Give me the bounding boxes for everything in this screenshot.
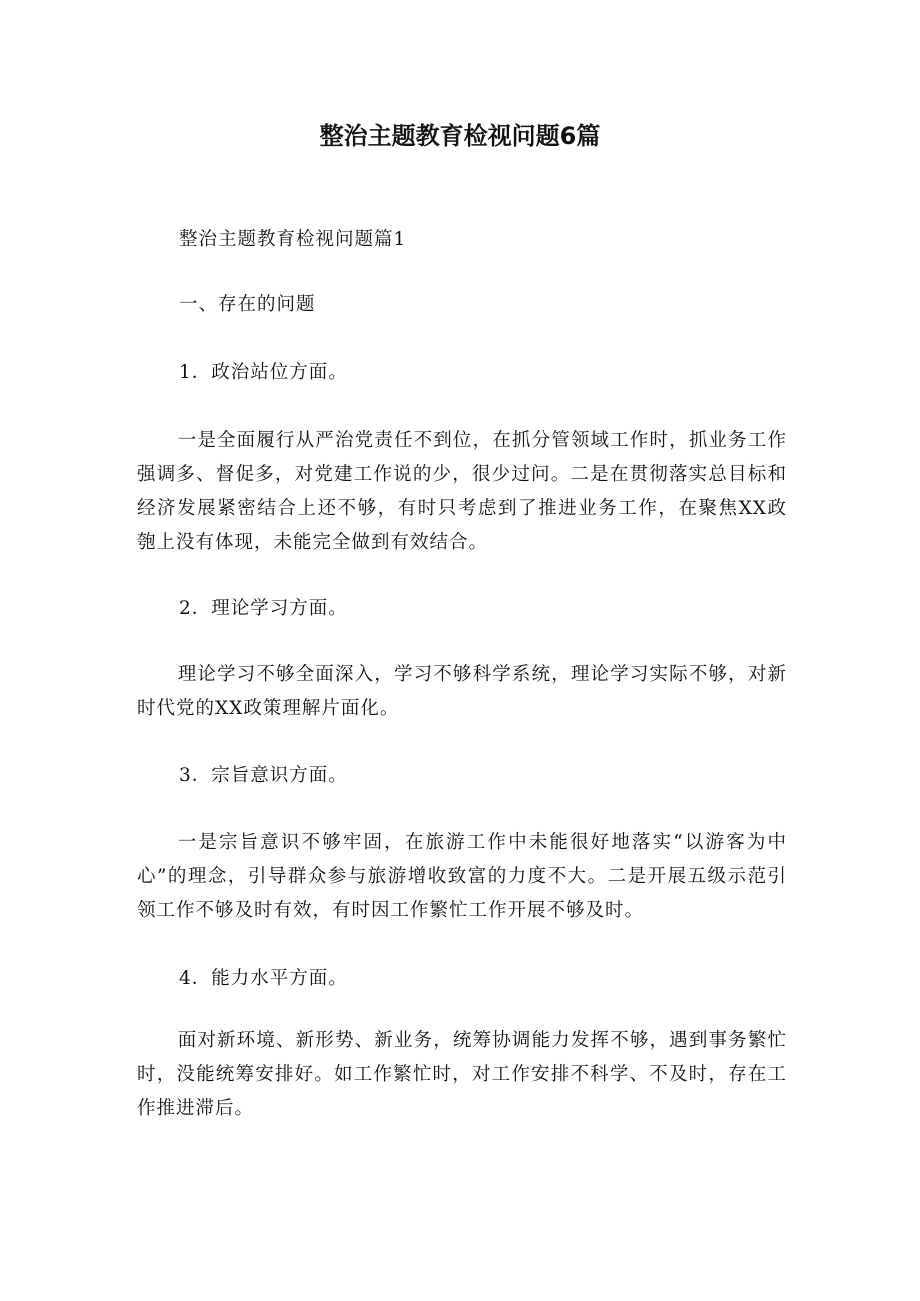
item-body-purpose-awareness: 一是宗旨意识不够牢固，在旅游工作中未能很好地落实“以游客为中心”的理念，引导群众参与旅游增收致富的力度不大。二是开展五级示范引领工作不够及时有效，有时因工作繁忙工作开展不够及时。	[137, 832, 787, 921]
document-title: 整治主题教育检视问题6篇	[319, 122, 601, 150]
item-body-theory-study: 理论学习不够全面深入，学习不够科学系统，理论学习实际不够，对新时代党的XX政策理解片面化。	[137, 664, 787, 719]
section-title: 整治主题教育检视问题篇1	[179, 229, 407, 250]
item-body-ability-level: 面对新环境、新形势、新业务，统筹协调能力发挥不够，遇到事务繁忙时，没能统筹安排好。如工作繁忙时，对工作安排不科学、不及时，存在工作推进滞后。	[137, 1030, 787, 1119]
item-heading-theory-study: 2．理论学习方面。	[179, 598, 348, 619]
item-heading-political-stance: 1．政治站位方面。	[179, 362, 348, 383]
item-body-political-stance: 一是全面履行从严治党责任不到位，在抓分管领域工作时，抓业务工作强调多、督促多，对党建工作说的少，很少过问。二是在贯彻落实总目标和经济发展紧密结合上还不够，有时只考虑到了推进业务工作，在聚焦XX政匏上没有体现，未能完全做到有效结合。	[137, 430, 787, 553]
part-heading: 一、存在的问题	[179, 294, 316, 315]
item-heading-purpose-awareness: 3．宗旨意识方面。	[179, 765, 348, 786]
item-heading-ability-level: 4．能力水平方面。	[179, 968, 348, 989]
